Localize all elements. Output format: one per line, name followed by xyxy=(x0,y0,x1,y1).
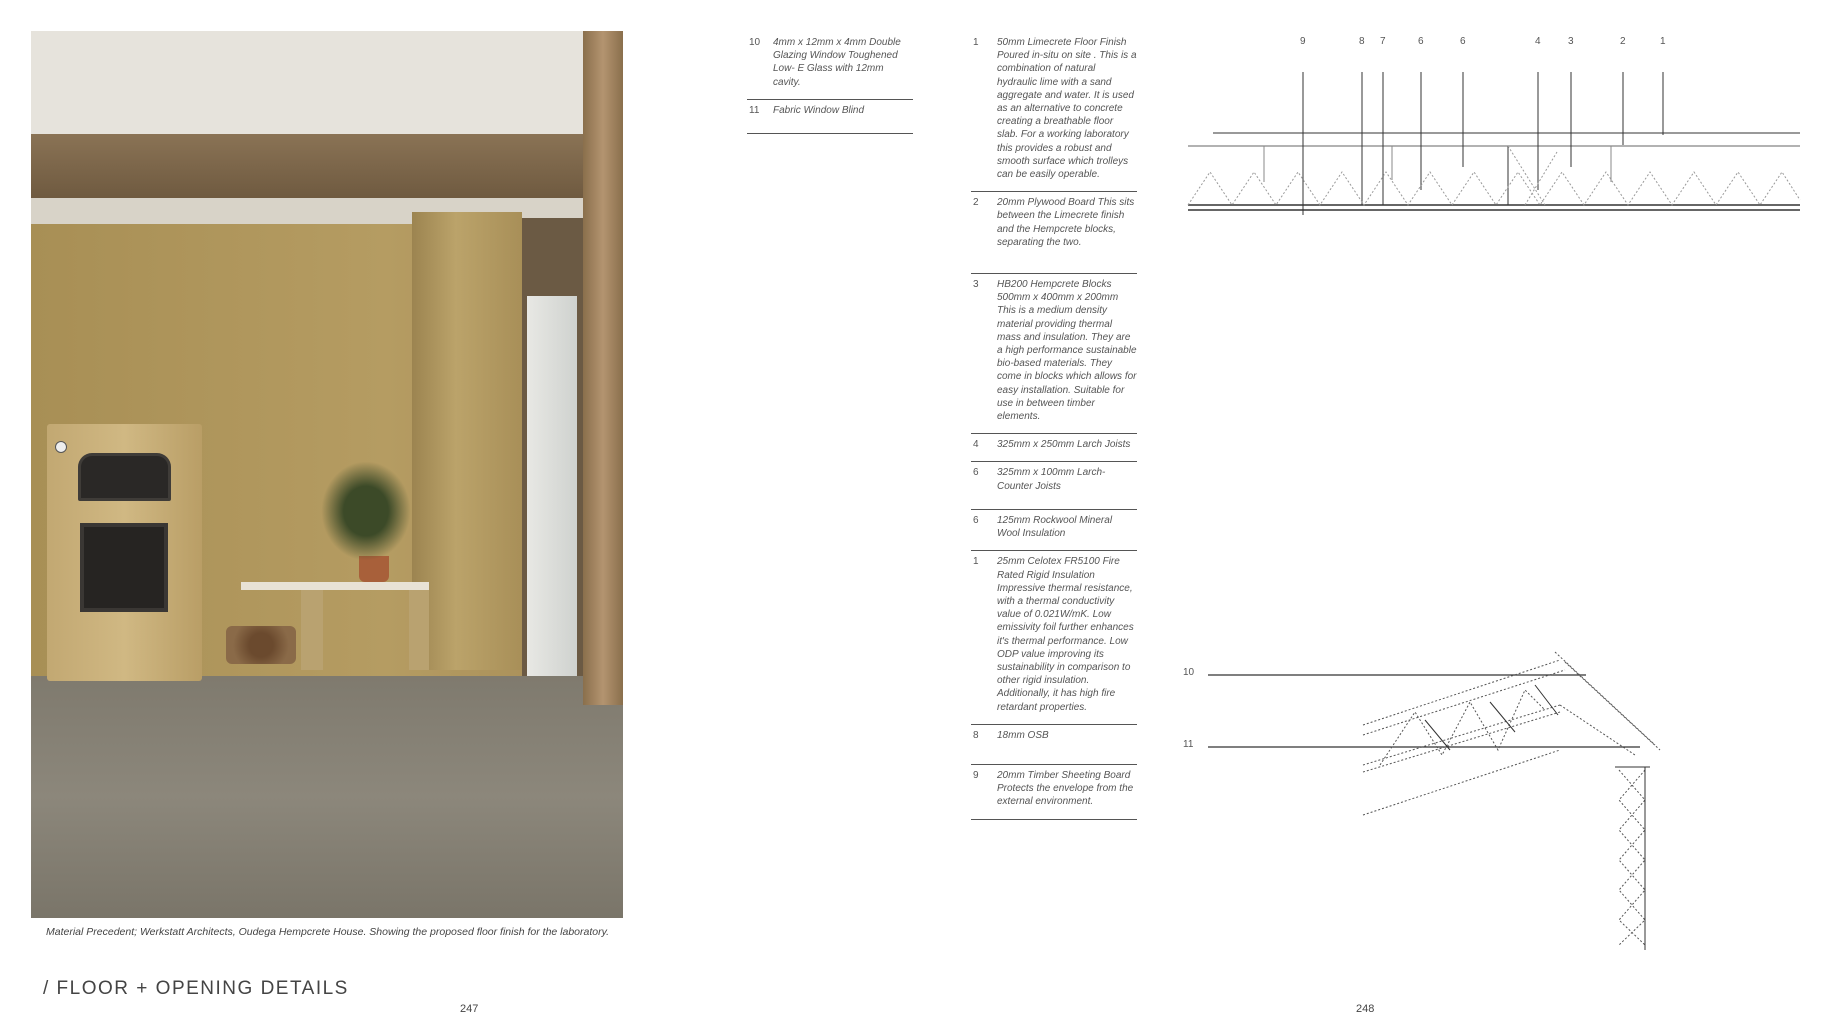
legend-text: HB200 Hempcrete Blocks 500mm x 400mm x 200mm This is a medium density material providing thermal mass and insulation. They are a high performance sustainable bio-based materials. They come in blocks which allows for easy installation. Suitable for use in between timber elements. xyxy=(997,279,1137,423)
legend-number: 6 xyxy=(973,514,979,526)
legend-item xyxy=(747,32,913,100)
legend-item xyxy=(971,32,1137,192)
callout-label: 3 xyxy=(1568,36,1574,47)
callout-label: 1 xyxy=(1660,36,1666,47)
bench-top xyxy=(241,582,429,590)
callout-label: 11 xyxy=(1183,739,1194,750)
page-number-right: 248 xyxy=(1356,1003,1375,1015)
legend-number: 1 xyxy=(973,37,979,48)
legend-item xyxy=(971,192,1137,274)
callout-label: 6 xyxy=(1418,36,1424,47)
plant-leaves xyxy=(321,461,411,561)
legend-text: 325mm x 250mm Larch Joists xyxy=(997,439,1131,451)
legend-item xyxy=(971,434,1137,462)
legend-item xyxy=(747,100,913,134)
legend-number: 3 xyxy=(973,279,979,291)
callout-label: 7 xyxy=(1380,36,1386,47)
concrete-floor xyxy=(31,676,623,918)
window-glass xyxy=(527,296,577,696)
callout-label: 2 xyxy=(1620,36,1626,47)
legend-text: 4mm x 12mm x 4mm Double Glazing Window Toughened Low- E Glass with 12mm cavity. xyxy=(773,37,901,88)
firewood xyxy=(226,626,296,664)
legend-text: 325mm x 100mm Larch-Counter Joists xyxy=(997,467,1106,492)
legend-number: 6 xyxy=(973,467,979,479)
legend-text: 18mm OSB xyxy=(997,729,1049,741)
callout-label: 10 xyxy=(1183,667,1195,678)
callout-label: 8 xyxy=(1359,36,1365,47)
legend-number: 1 xyxy=(973,556,979,568)
bench-leg xyxy=(301,590,323,670)
legend-item xyxy=(971,765,1137,820)
legend-text: 20mm Timber Sheeting Board Protects the envelope from the external environment. xyxy=(997,769,1134,808)
legend-item xyxy=(971,551,1137,724)
oven-door-lower xyxy=(80,523,168,612)
ceiling xyxy=(31,31,623,134)
legend-item xyxy=(971,462,1137,509)
legend-item xyxy=(971,274,1137,434)
opening-section-drawing xyxy=(1180,640,1820,960)
timber-beam xyxy=(31,134,623,198)
legend-text: 125mm Rockwool Mineral Wool Insulation xyxy=(997,514,1113,540)
legend-text: 50mm Limecrete Floor Finish Poured in-situ on site . This is a combination of natural hydraulic lime with a sand aggregate and water. It is used as an alternative to concrete creating a breathable floor slab. For a working laboratory this provides a robust and smooth surface which trolleys can be easily operable. xyxy=(997,37,1137,181)
floor-section-drawing xyxy=(1185,30,1805,230)
legend-column-floor xyxy=(971,32,1137,820)
legend-text: Fabric Window Blind xyxy=(773,104,865,116)
legend-item xyxy=(971,725,1137,765)
legend-number: 11 xyxy=(749,104,760,116)
callout-label: 6 xyxy=(1460,36,1466,47)
photo-caption: Material Precedent; Werkstatt Architects, Oudega Hempcrete House. Showing the proposed floor finish for the laboratory. xyxy=(46,926,610,938)
bench-leg xyxy=(409,590,429,670)
thermometer-dial xyxy=(55,441,67,453)
floor-section-svg xyxy=(1185,30,1805,230)
legend-number: 10 xyxy=(749,37,761,48)
legend-text: 20mm Plywood Board This sits between the Limecrete finish and the Hempcrete blocks, separating the two. xyxy=(997,197,1135,248)
opening-section-svg xyxy=(1180,640,1820,960)
oven-door-upper xyxy=(78,453,171,501)
material-precedent-photo xyxy=(31,31,623,918)
page-number-left: 247 xyxy=(460,1003,479,1015)
legend-column-opening xyxy=(747,32,913,134)
section-title: / FLOOR + OPENING DETAILS xyxy=(43,978,349,999)
legend-number: 9 xyxy=(973,769,979,781)
legend-text: 25mm Celotex FR5100 Fire Rated Rigid Insulation Impressive thermal resistance, with a thermal conductivity value of 0.021W/mK. Low emissivity foil further enhances it's thermal performance. Low ODP value improving its sustainability in comparison to other rigid insulation. Additionally, it has high fire retardant properties. xyxy=(997,556,1134,713)
legend-item xyxy=(971,510,1137,551)
callout-label: 9 xyxy=(1300,36,1306,47)
callout-label: 4 xyxy=(1535,36,1541,47)
legend-number: 8 xyxy=(973,729,979,741)
legend-number: 2 xyxy=(973,197,979,209)
legend-number: 4 xyxy=(973,439,979,451)
timber-post xyxy=(583,31,623,705)
